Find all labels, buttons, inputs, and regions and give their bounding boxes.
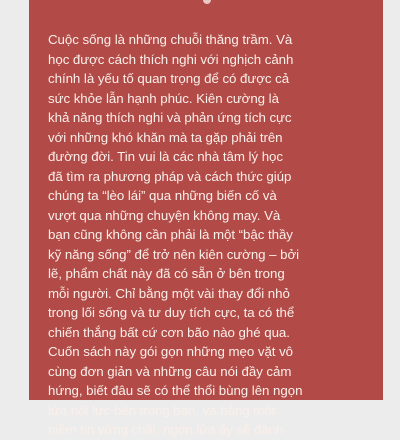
blurb-line: mỗi người. Chỉ bằng một vài thay đổi nhỏ: [48, 285, 290, 301]
blurb-line: kỹ năng sống” để trở nên kiên cường – bởi: [48, 246, 300, 262]
blurb-line: đã tìm ra phương pháp và cách thức giúp: [48, 168, 292, 184]
blurb-paragraph: [48, 30, 358, 440]
blurb-line: Cuốn sách này gói gọn những mẹo vặt vô: [48, 344, 294, 359]
blurb-line: niềm tin vững chãi, ngọn lửa ấy sẽ đánh: [48, 422, 284, 437]
blurb-line: đường đời. Tin vui là các nhà tâm lý học: [48, 149, 283, 164]
blurb-line: lẽ, phẩm chất này đã có sẵn ở bên trong: [48, 266, 285, 281]
blurb-line: sức khỏe lẫn hạnh phúc. Kiên cường là: [48, 90, 279, 106]
blurb-line: học được cách thích nghi với nghịch cảnh: [48, 51, 294, 67]
blurb-line: vượt qua những chuyện không may. Và: [48, 207, 281, 223]
blurb-line: bạn cũng không cần phải là một “bậc thầy: [48, 227, 293, 242]
blurb-line: chính là yếu tố quan trọng để có được cả: [48, 71, 290, 86]
blurb-line: cùng đơn giản và những câu nói đầy cảm: [48, 363, 292, 379]
blurb-line: trong lối sống và tư duy tích cực, ta có thể: [48, 305, 295, 320]
blurb-line: khả năng thích nghi và phản ứng tích cực: [48, 110, 292, 125]
cover-ornament: [203, 0, 211, 4]
blurb-line: Cuộc sống là những chuỗi thăng trầm. Và: [48, 32, 293, 47]
blurb-line: lửa nội lực bên trong bạn, và bằng một: [48, 402, 276, 418]
blurb-line: chiến thắng bất cứ cơn bão nào ghé qua.: [48, 324, 290, 340]
blurb-line: với những khó khăn mà ta gặp phải trên: [48, 129, 283, 145]
blurb-line: chúng ta “lèo lái” qua những biến cố và: [48, 188, 277, 203]
blurb-line: hứng, biết đâu sẽ có thể thổi bùng lên ngọn: [48, 383, 303, 398]
